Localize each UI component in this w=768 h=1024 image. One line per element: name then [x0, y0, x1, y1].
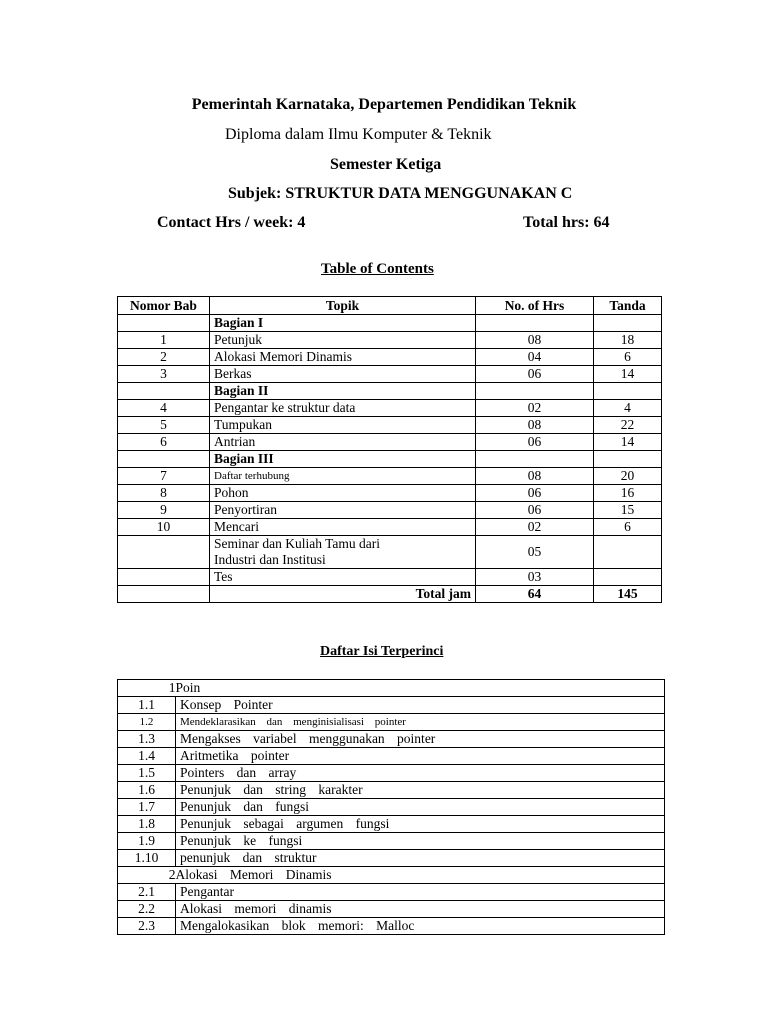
- list-item: [118, 918, 665, 935]
- item-text: Aritmetika pointer: [176, 748, 665, 765]
- marks: 4: [594, 400, 662, 417]
- table-row: [118, 383, 662, 400]
- list-item: [118, 731, 665, 748]
- chapter-no: 1: [118, 680, 176, 697]
- hours: 06: [476, 366, 594, 383]
- chapter-no: [118, 315, 210, 332]
- chapter-title: Alokasi Memori Dinamis: [176, 867, 665, 884]
- item-no: 1.3: [118, 731, 176, 748]
- hours: 06: [476, 502, 594, 519]
- marks: 22: [594, 417, 662, 434]
- item-text: Konsep Pointer: [176, 697, 665, 714]
- item-no: 1.2: [118, 714, 176, 731]
- hours: 03: [476, 569, 594, 586]
- topic: Berkas: [210, 366, 476, 383]
- item-no: 1.10: [118, 850, 176, 867]
- table-row: [118, 485, 662, 502]
- item-text: Pointers dan array: [176, 765, 665, 782]
- marks: 6: [594, 519, 662, 536]
- hours: 02: [476, 519, 594, 536]
- list-item: [118, 714, 665, 731]
- section-label: Bagian II: [210, 383, 476, 400]
- topic: Pengantar ke struktur data: [210, 400, 476, 417]
- list-item: [118, 748, 665, 765]
- hours: [476, 315, 594, 332]
- list-item: [118, 833, 665, 850]
- chapter-no: 4: [118, 400, 210, 417]
- section-label: Bagian III: [210, 451, 476, 468]
- toc-table: [117, 296, 662, 603]
- section-label: Bagian I: [210, 315, 476, 332]
- table-row: [118, 400, 662, 417]
- item-no: 2.1: [118, 884, 176, 901]
- hours: 08: [476, 468, 594, 485]
- chapter-no: [118, 569, 210, 586]
- item-text: Mengakses variabel menggunakan pointer: [176, 731, 665, 748]
- toc-title: Table of Contents: [321, 261, 434, 277]
- detailed-toc-table: [117, 679, 665, 935]
- item-text: Mengalokasikan blok memori: Malloc: [176, 918, 665, 935]
- table-row: [118, 569, 662, 586]
- item-no: 2.2: [118, 901, 176, 918]
- table-row: [118, 332, 662, 349]
- topic: Daftar terhubung: [210, 468, 476, 485]
- marks: [594, 451, 662, 468]
- marks: 14: [594, 434, 662, 451]
- table-row: [118, 536, 662, 569]
- chapter-no: 7: [118, 468, 210, 485]
- table-row: [118, 502, 662, 519]
- marks: [594, 315, 662, 332]
- chapter-no: 1: [118, 332, 210, 349]
- list-item: [118, 816, 665, 833]
- list-item: [118, 799, 665, 816]
- chapter-no: 5: [118, 417, 210, 434]
- item-no: 1.5: [118, 765, 176, 782]
- topic-line-1: Seminar dan Kuliah Tamu dari: [214, 536, 381, 551]
- chapter-title: Poin: [176, 680, 665, 697]
- marks: 6: [594, 349, 662, 366]
- marks: 18: [594, 332, 662, 349]
- chapter-no: [118, 536, 210, 569]
- semester-heading: Semester Ketiga: [330, 156, 442, 173]
- chapter-no: 8: [118, 485, 210, 502]
- chapter-no: [118, 383, 210, 400]
- hours: 06: [476, 485, 594, 502]
- item-text: Penunjuk dan fungsi: [176, 799, 665, 816]
- table-row: [118, 366, 662, 383]
- subject-heading: Subjek: STRUKTUR DATA MENGGUNAKAN C: [228, 185, 573, 202]
- item-no: 1.6: [118, 782, 176, 799]
- hours: 08: [476, 332, 594, 349]
- chapter-no: 3: [118, 366, 210, 383]
- list-item: [118, 901, 665, 918]
- topic: Antrian: [210, 434, 476, 451]
- chapter-row: [118, 867, 665, 884]
- hours: 08: [476, 417, 594, 434]
- chapter-row: [118, 680, 665, 697]
- table-row: [118, 434, 662, 451]
- item-no: 1.4: [118, 748, 176, 765]
- topic: Petunjuk: [210, 332, 476, 349]
- header-marks: Tanda: [594, 297, 662, 315]
- hours: 06: [476, 434, 594, 451]
- department-heading: Pemerintah Karnataka, Departemen Pendidikan Teknik: [191, 96, 577, 113]
- item-text: Mendeklarasikan dan menginisialisasi pointer: [176, 714, 665, 731]
- table-row: [118, 417, 662, 434]
- item-no: 1.9: [118, 833, 176, 850]
- chapter-no: [118, 451, 210, 468]
- hours: 02: [476, 400, 594, 417]
- marks: [594, 536, 662, 569]
- total-hours-value: 64: [476, 586, 594, 603]
- list-item: [118, 782, 665, 799]
- total-label: Total jam: [210, 586, 476, 603]
- marks: 20: [594, 468, 662, 485]
- hours: [476, 451, 594, 468]
- table-row: [118, 468, 662, 485]
- total-spacer: [118, 586, 210, 603]
- item-text: Penunjuk ke fungsi: [176, 833, 665, 850]
- marks: [594, 383, 662, 400]
- marks: [594, 569, 662, 586]
- hours: [476, 383, 594, 400]
- chapter-no: 2: [118, 349, 210, 366]
- chapter-no: 10: [118, 519, 210, 536]
- marks: 14: [594, 366, 662, 383]
- item-text: Penunjuk sebagai argumen fungsi: [176, 816, 665, 833]
- table-row: [118, 519, 662, 536]
- marks: 16: [594, 485, 662, 502]
- diploma-heading: Diploma dalam Ilmu Komputer & Teknik: [225, 126, 492, 143]
- header-chapter-no: Nomor Bab: [118, 297, 210, 315]
- topic: Mencari: [210, 519, 476, 536]
- hours: 05: [476, 536, 594, 569]
- topic: Pohon: [210, 485, 476, 502]
- table-row: [118, 349, 662, 366]
- topic: [210, 536, 476, 569]
- list-item: [118, 765, 665, 782]
- list-item: [118, 697, 665, 714]
- topic: Penyortiran: [210, 502, 476, 519]
- total-marks-value: 145: [594, 586, 662, 603]
- chapter-no: 2: [118, 867, 176, 884]
- list-item: [118, 850, 665, 867]
- item-no: 1.7: [118, 799, 176, 816]
- topic-line-2: Industri dan Institusi: [214, 552, 326, 567]
- toc-header-row: [118, 297, 662, 315]
- table-row: [118, 451, 662, 468]
- item-no: 1.8: [118, 816, 176, 833]
- item-text: penunjuk dan struktur: [176, 850, 665, 867]
- topic: Tes: [210, 569, 476, 586]
- hours: 04: [476, 349, 594, 366]
- item-text: Pengantar: [176, 884, 665, 901]
- topic: Alokasi Memori Dinamis: [210, 349, 476, 366]
- marks: 15: [594, 502, 662, 519]
- header-topic: Topik: [210, 297, 476, 315]
- topic: Tumpukan: [210, 417, 476, 434]
- item-text: Alokasi memori dinamis: [176, 901, 665, 918]
- list-item: [118, 884, 665, 901]
- total-hours: Total hrs: 64: [523, 214, 610, 231]
- chapter-no: 9: [118, 502, 210, 519]
- item-no: 1.1: [118, 697, 176, 714]
- chapter-no: 6: [118, 434, 210, 451]
- header-hours: No. of Hrs: [476, 297, 594, 315]
- detailed-toc-title: Daftar Isi Terperinci: [320, 644, 444, 659]
- item-no: 2.3: [118, 918, 176, 935]
- table-row: [118, 315, 662, 332]
- contact-hours: Contact Hrs / week: 4: [157, 214, 306, 231]
- item-text: Penunjuk dan string karakter: [176, 782, 665, 799]
- total-row: [118, 586, 662, 603]
